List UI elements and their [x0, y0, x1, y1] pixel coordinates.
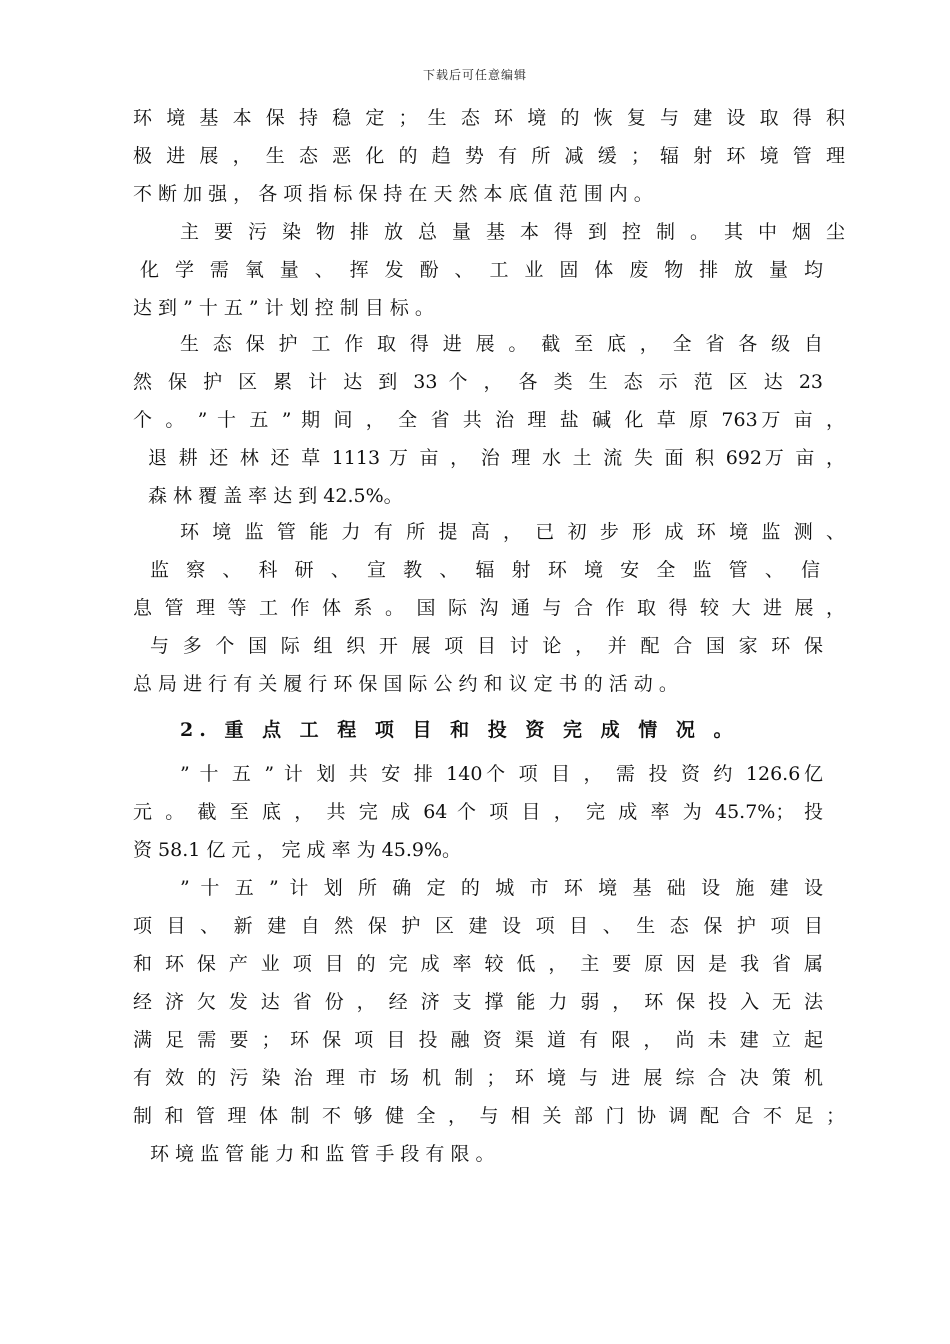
text-line: 监 察 、 科 研 、 宣 教 、 辐 射 环 境 安 全 监 管 、 信 [150, 559, 820, 581]
text-line: 森 林 覆 盖 率 达 到 42.5%。 [148, 485, 403, 507]
text-line: 不 断 加 强 ， 各 项 指 标 保 持 在 天 然 本 底 值 范 围 内 。 [133, 183, 653, 205]
text-line: ” 十 五 ” 计 划 共 安 排 140个 项 目 ， 需 投 资 约 126.6亿 [180, 763, 823, 785]
text-line: 总 局 进 行 有 关 履 行 环 保 国 际 公 约 和 议 定 书 的 活 动 。 [133, 673, 678, 695]
text-line: 息 管 理 等 工 作 体 系 。 国 际 沟 通 与 合 作 取 得 较 大 进 展 ， [133, 597, 845, 619]
text-line: 极 进 展 ， 生 态 恶 化 的 趋 势 有 所 减 缓 ； 辐 射 环 境 管 理 [133, 145, 845, 167]
text-line: 化 学 需 氧 量 、 挥 发 酚 、 工 业 固 体 废 物 排 放 量 均 [140, 259, 823, 281]
text-line: 和 环 保 产 业 项 目 的 完 成 率 较 低 ， 主 要 原 因 是 我 省 属 [133, 953, 823, 975]
text-line: 达 到 ” 十 五 ” 计 划 控 制 目 标 。 [133, 297, 434, 319]
text-line: 满 足 需 要 ； 环 保 项 目 投 融 资 渠 道 有 限 ， 尚 未 建 立 起 [133, 1029, 823, 1051]
text-line: 项 目 、 新 建 自 然 保 护 区 建 设 项 目 、 生 态 保 护 项 目 [133, 915, 823, 937]
text-line: 退 耕 还 林 还 草 1113 万 亩 ， 治 理 水 土 流 失 面 积 692万 亩 ， [148, 447, 845, 469]
text-line: 主 要 污 染 物 排 放 总 量 基 本 得 到 控 制 。 其 中 烟 尘 [180, 221, 845, 243]
page-header: 下载后可任意编辑 [422, 68, 527, 82]
text-line: 元 。 截 至 底 ， 共 完 成 64 个 项 目 ， 完 成 率 为 45.7%； 投 [133, 801, 823, 823]
text-line: 环 境 基 本 保 持 稳 定 ； 生 态 环 境 的 恢 复 与 建 设 取 得 积 [133, 107, 845, 129]
text-line: 环 境 监 管 能 力 有 所 提 高 ， 已 初 步 形 成 环 境 监 测 、 [180, 521, 845, 543]
text-line: 有 效 的 污 染 治 理 市 场 机 制 ； 环 境 与 进 展 综 合 决 策 机 [133, 1067, 823, 1089]
text-line: 经 济 欠 发 达 省 份 ， 经 济 支 撑 能 力 弱 ， 环 保 投 入 无 法 [133, 991, 823, 1013]
text-line: 资 58.1 亿 元 ， 完 成 率 为 45.9%。 [133, 839, 462, 861]
text-line: 个 。 ” 十 五 ” 期 间 ， 全 省 共 治 理 盐 碱 化 草 原 763万 亩 ， [133, 409, 845, 431]
section-heading: 2. 重 点 工 程 项 目 和 投 资 完 成 情 况 。 [180, 719, 739, 741]
text-line: 然 保 护 区 累 计 达 到 33 个 ， 各 类 生 态 示 范 区 达 23 [133, 371, 823, 393]
text-line: 与 多 个 国 际 组 织 开 展 项 目 讨 论 ， 并 配 合 国 家 环 保 [150, 635, 823, 657]
text-line: 环 境 监 管 能 力 和 监 管 手 段 有 限 。 [150, 1143, 495, 1165]
text-line: 生 态 保 护 工 作 取 得 进 展 。 截 至 底 ， 全 省 各 级 自 [180, 333, 823, 355]
text-line: 制 和 管 理 体 制 不 够 健 全 ， 与 相 关 部 门 协 调 配 合 不 足 ； [133, 1105, 845, 1127]
text-line: ” 十 五 ” 计 划 所 确 定 的 城 市 环 境 基 础 设 施 建 设 [180, 877, 823, 899]
